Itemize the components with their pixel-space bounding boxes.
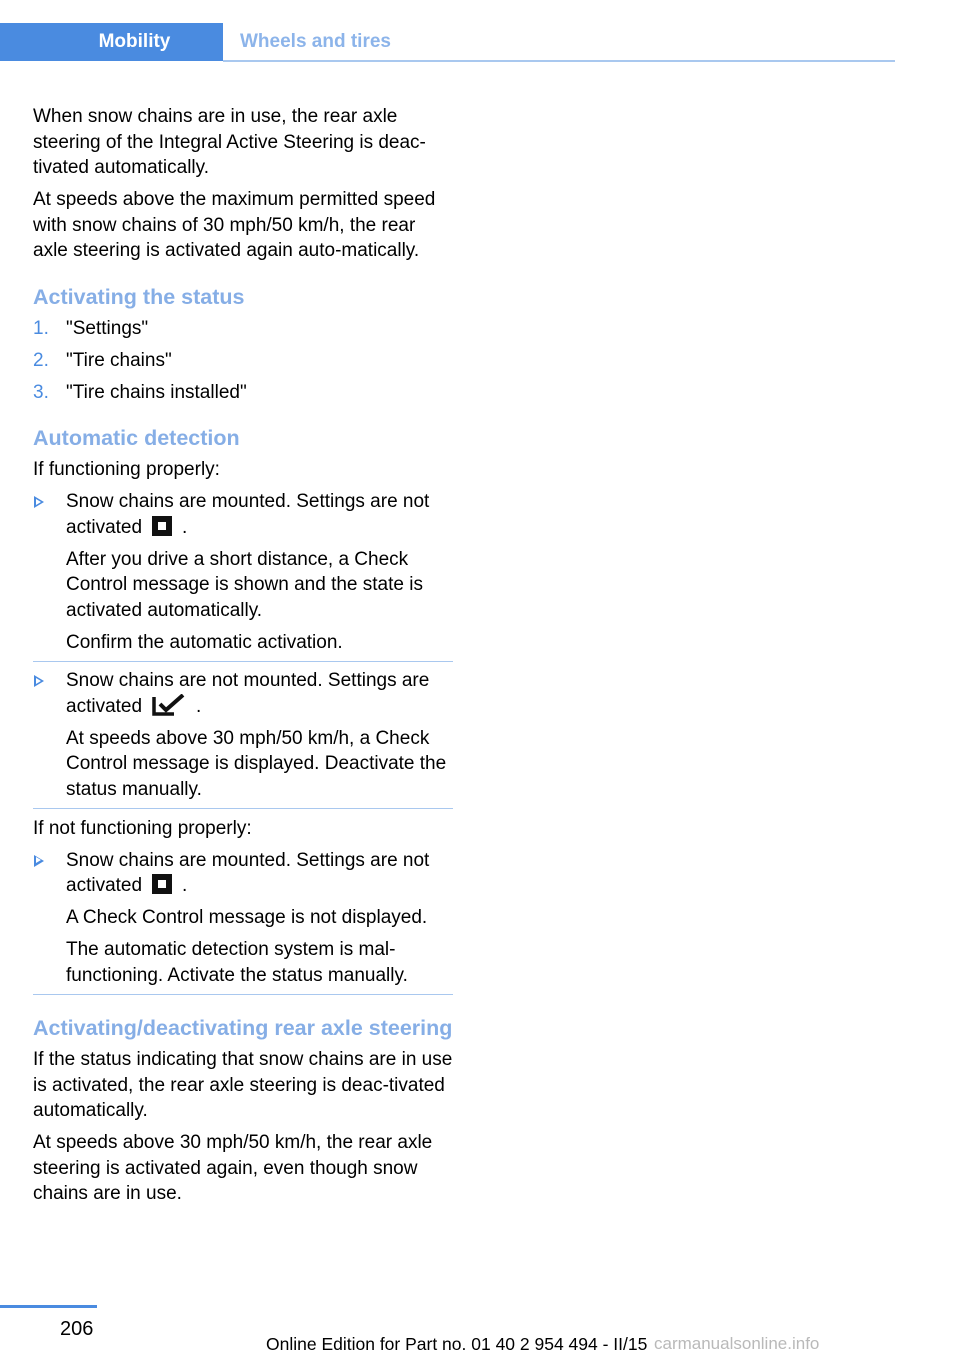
bullet-paragraph: Confirm the automatic activation.	[66, 631, 343, 653]
checkbox-unchecked-icon	[152, 874, 172, 894]
intro-paragraph: When snow chains are in use, the rear axle steering of the Integral Active Steering is deac‐tivated automatically.	[33, 106, 426, 178]
bullet-text-end: .	[196, 695, 202, 717]
content-column	[33, 104, 453, 1213]
step-number: 3.	[33, 381, 49, 403]
triangle-bullet-icon	[34, 496, 44, 508]
condition-label: If not functioning properly:	[33, 817, 252, 839]
intro-paragraph: At speeds above the maximum permitted speed with snow chains of 30 mph/50 km/h, the rear axle steering is activated again auto‐matically.	[33, 189, 436, 261]
chapter-tab-wheels-and-tires: Wheels and tires	[240, 31, 391, 52]
list-item	[33, 348, 453, 374]
step-text: "Tire chains"	[66, 349, 172, 371]
proper-bullets	[33, 489, 453, 809]
improper-bullets	[33, 848, 453, 996]
edition-note: Online Edition for Part no. 01 40 2 954 494 - II/15	[266, 1334, 648, 1354]
body-paragraph: If the status indicating that snow chains are in use is activated, the rear axle steering is deac‐tivated automatically.	[33, 1049, 453, 1121]
step-text: "Settings"	[66, 317, 149, 339]
triangle-bullet-icon	[34, 855, 44, 867]
list-item	[33, 380, 453, 406]
bullet-text: Snow chains are not mounted. Settings are activated	[66, 670, 430, 717]
header-rule	[223, 60, 895, 62]
checkbox-checked-icon	[152, 694, 186, 716]
list-item	[33, 489, 453, 662]
watermark: carmanualsonline.info	[654, 1334, 820, 1353]
heading-rear-axle-steering: Activating/deactivating rear axle steering	[33, 1016, 453, 1040]
checkbox-unchecked-icon	[152, 516, 172, 536]
step-number: 1.	[33, 317, 49, 339]
bullet-text-end: .	[182, 875, 188, 896]
page-number: 206	[60, 1318, 94, 1340]
list-item	[33, 316, 453, 342]
page-number-rule	[0, 1305, 97, 1308]
heading-automatic-detection: Automatic detection	[33, 426, 240, 450]
bullet-paragraph: The automatic detection system is mal‐functioning. Activate the status manually.	[66, 939, 408, 986]
activation-steps	[33, 316, 453, 406]
bullet-text-end: .	[182, 516, 188, 538]
heading-activating-status: Activating the status	[33, 284, 245, 309]
bullet-text: Snow chains are mounted. Settings are not activated	[66, 491, 430, 538]
bullet-paragraph: A Check Control message is not displayed.	[66, 907, 428, 928]
step-text: "Tire chains installed"	[66, 381, 247, 403]
list-item	[33, 848, 453, 996]
list-item	[33, 668, 453, 809]
body-paragraph: At speeds above 30 mph/50 km/h, the rear axle steering is activated again, even though snow chains are in use.	[33, 1132, 433, 1204]
bullet-paragraph: At speeds above 30 mph/50 km/h, a Check Control message is displayed. Deactivate the status manually.	[66, 727, 447, 800]
bullet-text: Snow chains are mounted. Settings are not activated	[66, 849, 430, 896]
condition-label: If functioning properly:	[33, 459, 220, 480]
section-tab-mobility: Mobility	[0, 23, 223, 61]
step-number: 2.	[33, 349, 49, 371]
triangle-bullet-icon	[34, 675, 44, 687]
page-header	[0, 23, 895, 61]
bullet-paragraph: After you drive a short distance, a Check Control message is shown and the state is activated automatically.	[66, 548, 423, 621]
